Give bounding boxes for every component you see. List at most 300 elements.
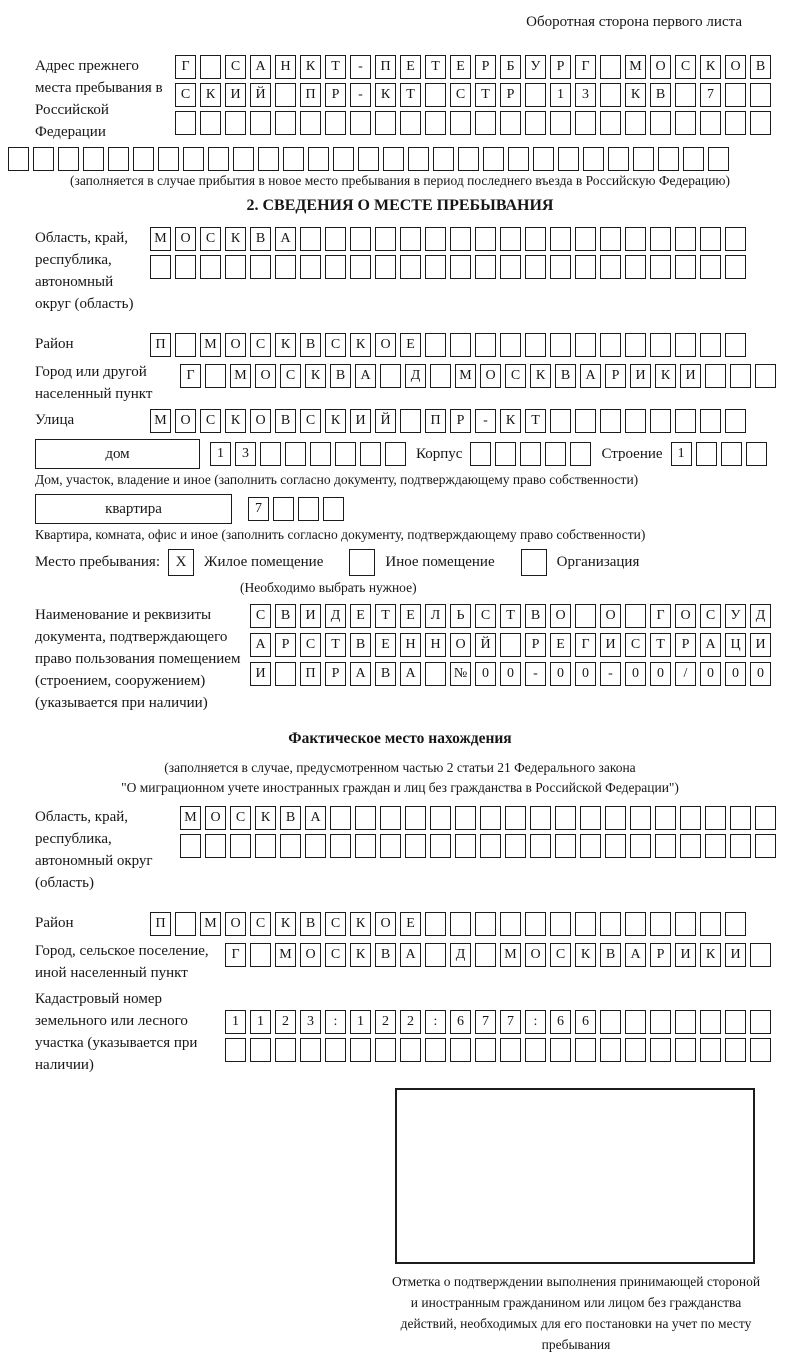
region-row-2: [150, 255, 750, 279]
form-cell-filled: Р: [325, 662, 346, 686]
factual-location-title: Фактическое место нахождения: [288, 730, 512, 747]
form-cell-filled: 0: [650, 662, 671, 686]
form-cell-empty: [696, 442, 717, 466]
form-cell-filled: Ц: [725, 633, 746, 657]
factual-region-cells: [180, 806, 780, 858]
form-cell-filled: В: [555, 364, 576, 388]
form-cell-empty: [408, 147, 429, 171]
form-cell-empty: [550, 333, 571, 357]
dwelling-label: Жилое помещение: [204, 554, 324, 570]
form-cell-empty: [600, 1038, 621, 1062]
form-cell-empty: [755, 364, 776, 388]
form-cell-empty: [325, 255, 346, 279]
form-cell-empty: [550, 409, 571, 433]
form-cell-empty: [525, 227, 546, 251]
form-cell-filled: М: [150, 409, 171, 433]
cadastre-label: Кадастровый номер земельного или лесного участка (указывается при наличии): [35, 991, 198, 1073]
form-cell-filled: О: [175, 409, 196, 433]
form-cell-empty: [725, 227, 746, 251]
form-cell-empty: [630, 834, 651, 858]
form-cell-filled: И: [350, 409, 371, 433]
form-cell-empty: [225, 111, 246, 135]
form-cell-empty: [525, 333, 546, 357]
form-cell-empty: [550, 227, 571, 251]
form-cell-filled: Т: [325, 633, 346, 657]
form-cell-empty: [380, 364, 401, 388]
form-cell-empty: [133, 147, 154, 171]
form-cell-filled: И: [300, 604, 321, 628]
form-cell-filled: О: [375, 912, 396, 936]
form-cell-filled: 1: [671, 442, 692, 466]
form-cell-empty: [275, 1038, 296, 1062]
form-cell-filled: 1: [250, 1010, 271, 1034]
stay-option-other-premises: [341, 549, 512, 576]
form-cell-empty: [525, 111, 546, 135]
form-cell-empty: [350, 1038, 371, 1062]
form-cell-empty: [385, 442, 406, 466]
form-cell-filled: К: [200, 83, 221, 107]
form-cell-empty: [658, 147, 679, 171]
form-cell-filled: Е: [450, 55, 471, 79]
form-cell-empty: [625, 604, 646, 628]
form-cell-empty: [725, 83, 746, 107]
form-cell-filled: С: [200, 409, 221, 433]
form-cell-empty: [283, 147, 304, 171]
form-cell-filled: Е: [375, 633, 396, 657]
form-cell-filled: -: [600, 662, 621, 686]
form-cell-filled: С: [250, 333, 271, 357]
form-cell-empty: [575, 912, 596, 936]
region-label: Область, край, республика, автономный округ (область): [35, 230, 134, 312]
form-cell-filled: К: [275, 912, 296, 936]
field-street: [0, 409, 800, 433]
form-cell-filled: 0: [750, 662, 771, 686]
form-cell-empty: [335, 442, 356, 466]
form-cell-filled: О: [205, 806, 226, 830]
form-cell-filled: 7: [248, 497, 269, 521]
form-cell-filled: Д: [450, 943, 471, 967]
form-cell-filled: Й: [475, 633, 496, 657]
form-cell-filled: Р: [500, 83, 521, 107]
form-cell-empty: [600, 1010, 621, 1034]
form-cell-filled: С: [300, 409, 321, 433]
form-cell-filled: П: [150, 912, 171, 936]
form-cell-filled: В: [600, 943, 621, 967]
form-cell-empty: [650, 1010, 671, 1034]
form-cell-empty: [450, 1038, 471, 1062]
form-cell-empty: [580, 834, 601, 858]
form-cell-filled: О: [725, 55, 746, 79]
form-cell-empty: [750, 111, 771, 135]
form-cell-filled: Г: [225, 943, 246, 967]
form-cell-empty: [575, 1038, 596, 1062]
form-cell-empty: [750, 1038, 771, 1062]
form-cell-filled: Н: [425, 633, 446, 657]
form-cell-empty: [500, 633, 521, 657]
form-cell-filled: 7: [700, 83, 721, 107]
form-cell-empty: [375, 111, 396, 135]
form-cell-filled: Т: [375, 604, 396, 628]
form-cell-empty: [83, 147, 104, 171]
form-cell-empty: [675, 409, 696, 433]
form-cell-filled: Р: [325, 83, 346, 107]
cadastre-row-1: [225, 1010, 775, 1034]
form-cell-filled: В: [250, 227, 271, 251]
form-cell-filled: К: [275, 333, 296, 357]
city-label: Город или другой населенный пункт: [35, 364, 153, 402]
form-cell-empty: [350, 227, 371, 251]
form-cell-empty: [350, 111, 371, 135]
form-cell-filled: С: [325, 333, 346, 357]
other-premises-checkbox: [349, 549, 375, 576]
form-cell-empty: [330, 834, 351, 858]
form-cell-filled: Е: [400, 604, 421, 628]
form-cell-empty: [600, 111, 621, 135]
form-cell-filled: -: [350, 83, 371, 107]
form-cell-empty: [495, 442, 516, 466]
form-cell-filled: В: [375, 943, 396, 967]
form-cell-empty: [680, 834, 701, 858]
field-ownership-document: [0, 604, 800, 714]
korpus-label: Корпус: [416, 445, 463, 462]
form-cell-empty: [755, 806, 776, 830]
factual-district-row: [150, 912, 750, 936]
form-cell-empty: [430, 834, 451, 858]
form-cell-empty: [530, 806, 551, 830]
form-cell-empty: [605, 834, 626, 858]
form-cell-empty: [480, 806, 501, 830]
form-cell-filled: О: [225, 333, 246, 357]
city-row: [180, 364, 780, 388]
form-cell-empty: [450, 912, 471, 936]
form-cell-empty: [730, 834, 751, 858]
factual-note-line-1: (заполняется в случае, предусмотренном частью 2 статьи 21 Федерального закона: [164, 760, 636, 775]
form-cell-filled: М: [200, 912, 221, 936]
field-district: [0, 333, 800, 357]
form-cell-empty: [650, 227, 671, 251]
form-cell-empty: [725, 333, 746, 357]
factual-city-label: Город, сельское поселение, иной населенный пункт: [35, 943, 209, 981]
street-row: [150, 409, 750, 433]
form-cell-empty: [520, 442, 541, 466]
form-cell-empty: [150, 255, 171, 279]
form-cell-empty: [483, 147, 504, 171]
form-cell-filled: А: [625, 943, 646, 967]
form-cell-empty: [300, 111, 321, 135]
form-cell-empty: [470, 442, 491, 466]
form-cell-filled: О: [255, 364, 276, 388]
form-cell-filled: Р: [450, 409, 471, 433]
form-cell-empty: [750, 83, 771, 107]
form-cell-empty: [323, 497, 344, 521]
form-cell-empty: [275, 83, 296, 107]
form-cell-filled: В: [330, 364, 351, 388]
form-cell-filled: М: [200, 333, 221, 357]
form-cell-empty: [33, 147, 54, 171]
form-cell-empty: [233, 147, 254, 171]
form-cell-filled: В: [525, 604, 546, 628]
form-cell-filled: 0: [575, 662, 596, 686]
stroenie-cells: [671, 442, 771, 466]
form-cell-empty: [650, 409, 671, 433]
apartment-note: Квартира, комната, офис и иное (заполнить согласно документу, подтверждающему право собственности): [35, 527, 646, 542]
form-cell-filled: 0: [725, 662, 746, 686]
form-cell-empty: [746, 442, 767, 466]
form-cell-filled: Б: [500, 55, 521, 79]
form-cell-empty: [580, 806, 601, 830]
form-cell-empty: [475, 912, 496, 936]
form-cell-empty: [500, 255, 521, 279]
form-cell-filled: А: [700, 633, 721, 657]
form-cell-empty: [558, 147, 579, 171]
form-cell-empty: [555, 806, 576, 830]
confirmation-stamp-box: [395, 1088, 755, 1264]
form-cell-empty: [675, 111, 696, 135]
form-cell-empty: [725, 912, 746, 936]
form-cell-empty: [300, 1038, 321, 1062]
form-cell-empty: [650, 912, 671, 936]
form-cell-empty: [525, 1038, 546, 1062]
form-cell-filled: М: [150, 227, 171, 251]
form-cell-empty: [208, 147, 229, 171]
form-cell-empty: [175, 912, 196, 936]
form-cell-filled: С: [550, 943, 571, 967]
form-cell-filled: Т: [400, 83, 421, 107]
form-cell-empty: [450, 111, 471, 135]
form-cell-empty: [380, 834, 401, 858]
form-cell-filled: А: [400, 943, 421, 967]
form-cell-filled: В: [275, 604, 296, 628]
form-cell-empty: [175, 111, 196, 135]
field-region: [0, 227, 800, 315]
form-cell-empty: [325, 111, 346, 135]
form-cell-filled: О: [300, 943, 321, 967]
form-cell-filled: М: [625, 55, 646, 79]
form-cell-filled: В: [650, 83, 671, 107]
form-cell-empty: [358, 147, 379, 171]
form-cell-empty: [455, 806, 476, 830]
form-cell-empty: [250, 111, 271, 135]
form-cell-empty: [475, 227, 496, 251]
form-cell-filled: К: [305, 364, 326, 388]
form-cell-empty: [505, 834, 526, 858]
form-cell-empty: [655, 834, 676, 858]
ownership-document-row-2: [250, 633, 775, 657]
form-cell-empty: [675, 255, 696, 279]
form-cell-filled: К: [350, 333, 371, 357]
form-cell-filled: Т: [500, 604, 521, 628]
form-cell-filled: И: [225, 83, 246, 107]
form-cell-filled: Е: [400, 912, 421, 936]
form-cell-filled: С: [175, 83, 196, 107]
form-cell-empty: [458, 147, 479, 171]
form-cell-filled: О: [175, 227, 196, 251]
form-cell-filled: Г: [575, 55, 596, 79]
form-cell-empty: [425, 662, 446, 686]
form-cell-empty: [200, 111, 221, 135]
form-cell-filled: 7: [475, 1010, 496, 1034]
form-cell-filled: О: [650, 55, 671, 79]
form-cell-filled: 3: [575, 83, 596, 107]
form-cell-empty: [450, 255, 471, 279]
form-cell-filled: Д: [405, 364, 426, 388]
page-side-note: Оборотная сторона первого листа: [526, 14, 742, 30]
form-cell-empty: [730, 806, 751, 830]
form-cell-empty: [633, 147, 654, 171]
form-cell-filled: М: [455, 364, 476, 388]
form-cell-empty: [480, 834, 501, 858]
form-cell-filled: 0: [550, 662, 571, 686]
factual-region-row-1: [180, 806, 780, 830]
form-cell-filled: С: [675, 55, 696, 79]
form-cell-empty: [275, 662, 296, 686]
form-cell-empty: [180, 834, 201, 858]
form-cell-empty: [675, 83, 696, 107]
form-cell-filled: Г: [575, 633, 596, 657]
form-cell-filled: 2: [375, 1010, 396, 1034]
form-cell-filled: К: [700, 55, 721, 79]
district-label: Район: [35, 336, 74, 352]
form-cell-filled: А: [355, 364, 376, 388]
form-cell-empty: [533, 147, 554, 171]
form-cell-empty: [350, 255, 371, 279]
form-cell-filled: О: [375, 333, 396, 357]
form-cell-filled: 0: [500, 662, 521, 686]
form-cell-filled: С: [475, 604, 496, 628]
form-cell-filled: Р: [525, 633, 546, 657]
previous-address-row-3: [175, 111, 775, 135]
form-cell-filled: /: [675, 662, 696, 686]
form-cell-empty: [250, 255, 271, 279]
form-cell-filled: И: [250, 662, 271, 686]
form-cell-filled: Е: [400, 55, 421, 79]
form-cell-empty: [750, 943, 771, 967]
form-cell-empty: [175, 255, 196, 279]
form-cell-empty: [680, 806, 701, 830]
form-cell-empty: [400, 1038, 421, 1062]
form-cell-empty: [500, 333, 521, 357]
form-cell-empty: [525, 255, 546, 279]
form-cell-empty: [305, 834, 326, 858]
form-cell-filled: 1: [350, 1010, 371, 1034]
cadastre-row-2: [225, 1038, 775, 1062]
form-cell-empty: [705, 364, 726, 388]
ownership-document-label: Наименование и реквизиты документа, подтверждающего право пользования помещением (строением, сооружением) (указывается при наличии): [35, 607, 241, 711]
form-cell-empty: [725, 409, 746, 433]
form-cell-empty: [725, 111, 746, 135]
form-cell-empty: [505, 806, 526, 830]
form-cell-filled: Т: [325, 55, 346, 79]
form-cell-filled: Д: [325, 604, 346, 628]
form-cell-empty: [725, 255, 746, 279]
form-cell-filled: К: [255, 806, 276, 830]
form-cell-filled: С: [200, 227, 221, 251]
form-cell-empty: [375, 1038, 396, 1062]
form-cell-filled: А: [400, 662, 421, 686]
factual-district-label: Район: [35, 915, 74, 931]
form-cell-empty: [183, 147, 204, 171]
form-cell-filled: :: [325, 1010, 346, 1034]
form-cell-filled: Р: [475, 55, 496, 79]
ownership-document-cells: [250, 604, 775, 686]
form-cell-filled: Т: [525, 409, 546, 433]
form-cell-filled: Р: [605, 364, 626, 388]
region-cells: [150, 227, 750, 279]
form-cell-empty: [300, 255, 321, 279]
form-cell-empty: [605, 806, 626, 830]
form-cell-filled: К: [655, 364, 676, 388]
form-cell-empty: [675, 1038, 696, 1062]
form-cell-filled: 0: [475, 662, 496, 686]
form-cell-empty: [700, 1038, 721, 1062]
form-cell-empty: [355, 834, 376, 858]
form-cell-filled: Ь: [450, 604, 471, 628]
form-cell-filled: К: [350, 943, 371, 967]
form-cell-filled: О: [225, 912, 246, 936]
form-cell-empty: [570, 442, 591, 466]
form-cell-empty: [425, 111, 446, 135]
form-cell-empty: [525, 83, 546, 107]
confirmation-stamp-note: Отметка о подтверждении выполнения принимающей стороной и иностранным гражданином или лицом без гражданства действий, необходимых для его постановки на учет по месту пребывания: [391, 1274, 761, 1352]
form-cell-empty: [355, 806, 376, 830]
form-cell-empty: [575, 227, 596, 251]
form-cell-filled: А: [250, 55, 271, 79]
form-cell-empty: [583, 147, 604, 171]
form-cell-empty: [475, 943, 496, 967]
form-cell-filled: К: [225, 409, 246, 433]
form-cell-empty: [700, 333, 721, 357]
form-cell-filled: Т: [475, 83, 496, 107]
form-cell-filled: В: [375, 662, 396, 686]
house-note: Дом, участок, владение и иное (заполнить согласно документу, подтверждающему право собственности): [35, 472, 639, 487]
form-cell-filled: П: [425, 409, 446, 433]
form-cell-empty: [450, 227, 471, 251]
form-cell-empty: [500, 111, 521, 135]
organization-checkbox: [521, 549, 547, 576]
form-cell-filled: О: [550, 604, 571, 628]
previous-address-row-1: [175, 55, 775, 79]
form-cell-empty: [8, 147, 29, 171]
form-cell-empty: [700, 1010, 721, 1034]
form-cell-empty: [705, 806, 726, 830]
form-cell-filled: 3: [235, 442, 256, 466]
form-cell-empty: [600, 255, 621, 279]
form-cell-empty: [475, 1038, 496, 1062]
form-cell-filled: 6: [450, 1010, 471, 1034]
form-cell-filled: 1: [550, 83, 571, 107]
form-cell-filled: Т: [650, 633, 671, 657]
form-cell-filled: К: [700, 943, 721, 967]
form-cell-filled: 0: [625, 662, 646, 686]
form-cell-filled: А: [350, 662, 371, 686]
form-cell-empty: [575, 409, 596, 433]
form-cell-filled: П: [375, 55, 396, 79]
form-cell-filled: А: [275, 227, 296, 251]
form-cell-filled: В: [750, 55, 771, 79]
form-cell-empty: [550, 912, 571, 936]
form-cell-empty: [400, 227, 421, 251]
form-cell-empty: [650, 111, 671, 135]
form-cell-filled: :: [525, 1010, 546, 1034]
form-cell-empty: [200, 255, 221, 279]
form-cell-empty: [275, 255, 296, 279]
form-cell-empty: [675, 1010, 696, 1034]
form-cell-empty: [250, 1038, 271, 1062]
form-cell-filled: Е: [400, 333, 421, 357]
previous-address-label: Адрес прежнего места пребывания в Российской Федерации: [35, 58, 163, 140]
form-cell-empty: [555, 834, 576, 858]
form-cell-filled: О: [525, 943, 546, 967]
